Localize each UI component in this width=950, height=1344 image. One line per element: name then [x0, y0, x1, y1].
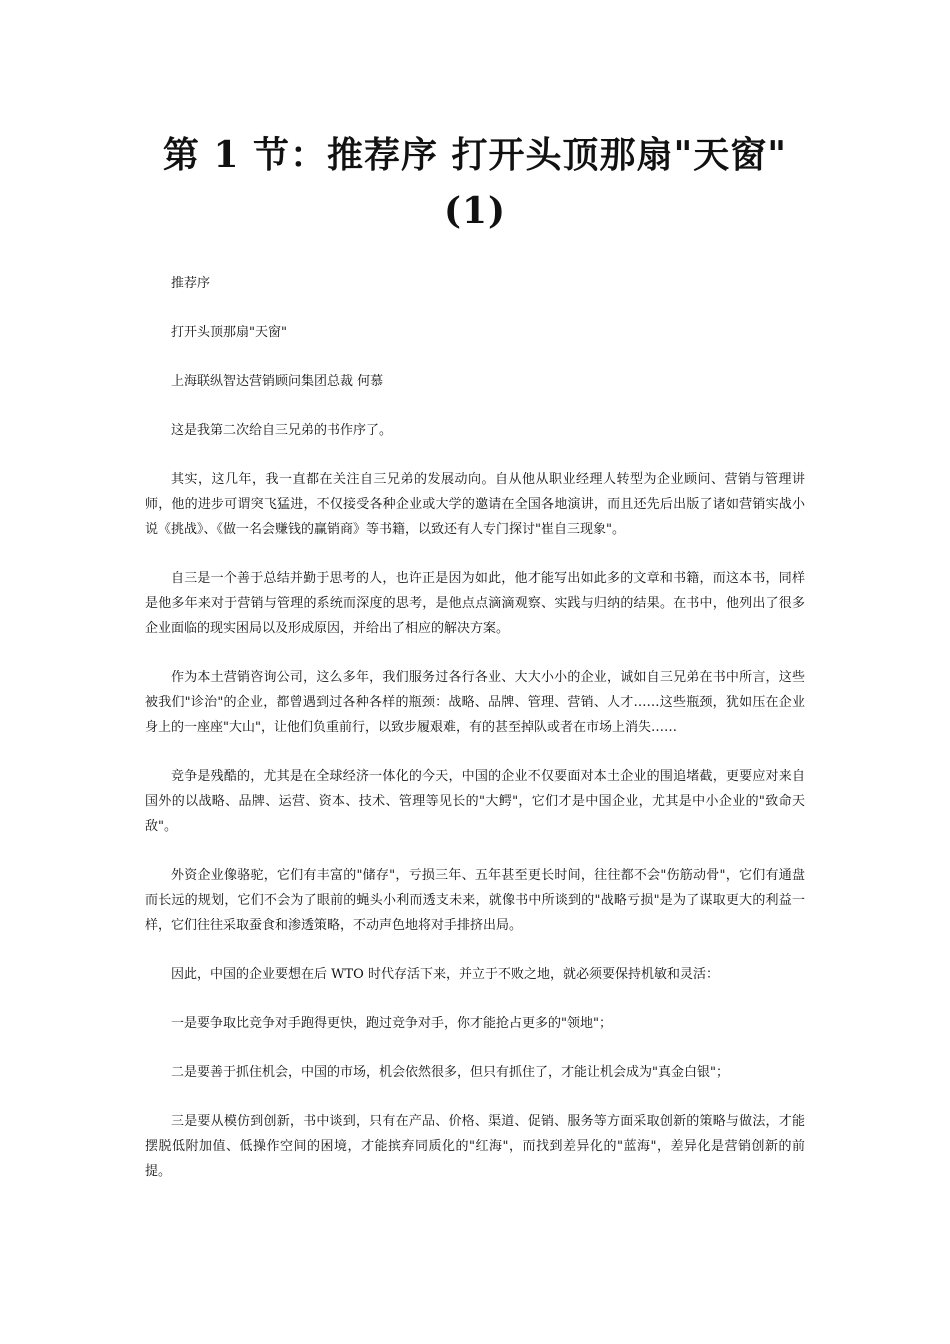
paragraph: 自三是一个善于总结并勤于思考的人，也许正是因为如此，他才能写出如此多的文章和书籍，而这本书，同样是他多年来对于营销与管理的系统而深度的思考，是他点点滴滴观察、实践与归纳的结果。在书中，他列出了很多企业面临的现实困局以及形成原因，并给出了相应的解决方案。: [145, 571, 805, 636]
paragraph: 作为本土营销咨询公司，这么多年，我们服务过各行各业、大大小小的企业，诚如自三兄弟在书中所言，这些被我们"诊治"的企业，都曾遇到过各种各样的瓶颈：战略、品牌、管理、营销、人才……这些瓶颈，犹如压在企业身上的一座座"大山"，让他们负重前行，以致步履艰难，有的甚至掉队或者在市场上消失……: [145, 670, 805, 735]
paragraph: 外资企业像骆驼，它们有丰富的"储存"，亏损三年、五年甚至更长时间，往往都不会"伤筋动骨"，它们有通盘而长远的规划，它们不会为了眼前的蝇头小利而透支未来，就像书中所谈到的"战略亏损"是为了谋取更大的利益一样，它们往往采取蚕食和渗透策略，不动声色地将对手排挤出局。: [145, 868, 805, 933]
paragraph: 一是要争取比竞争对手跑得更快，跑过竞争对手，你才能抢占更多的"领地"；: [171, 1016, 612, 1031]
paragraph-heading: 推荐序: [171, 276, 211, 291]
paragraph: 因此，中国的企业要想在后 WTO 时代存活下来，并立于不败之地，就必须要保持机敏和灵活：: [171, 967, 719, 982]
document-body: [145, 271, 805, 1208]
page-title: 第 1 节：推荐序 打开头顶那扇"天窗"(1): [162, 134, 788, 232]
paragraph: 三是要从模仿到创新，书中谈到，只有在产品、价格、渠道、促销、服务等方面采取创新的策略与做法，才能摆脱低附加值、低操作空间的困境，才能摈弃同质化的"红海"，而找到差异化的"蓝海"，差异化是营销创新的前提。: [145, 1114, 805, 1179]
paragraph: 其实，这几年，我一直都在关注自三兄弟的发展动向。自从他从职业经理人转型为企业顾问、营销与管理讲师，他的进步可谓突飞猛进，不仅接受各种企业或大学的邀请在全国各地演讲，而且还先后出版了诸如营销实战小说《挑战》、《做一名会赚钱的赢销商》等书籍，以致还有人专门探讨"崔自三现象"。: [145, 472, 805, 537]
paragraph-subtitle: 打开头顶那扇"天窗": [171, 325, 287, 340]
paragraph: 二是要善于抓住机会，中国的市场，机会依然很多，但只有抓住了，才能让机会成为"真金白银"；: [171, 1065, 729, 1080]
paragraph-author: 上海联纵智达营销顾问集团总裁 何慕: [171, 374, 384, 389]
paragraph: 这是我第二次给自三兄弟的书作序了。: [171, 423, 393, 438]
paragraph: 竞争是残酷的，尤其是在全球经济一体化的今天，中国的企业不仅要面对本土企业的围追堵截，更要应对来自国外的以战略、品牌、运营、资本、技术、管理等见长的"大鳄"，它们才是中国企业，尤其是中小企业的"致命天敌"。: [145, 769, 805, 834]
